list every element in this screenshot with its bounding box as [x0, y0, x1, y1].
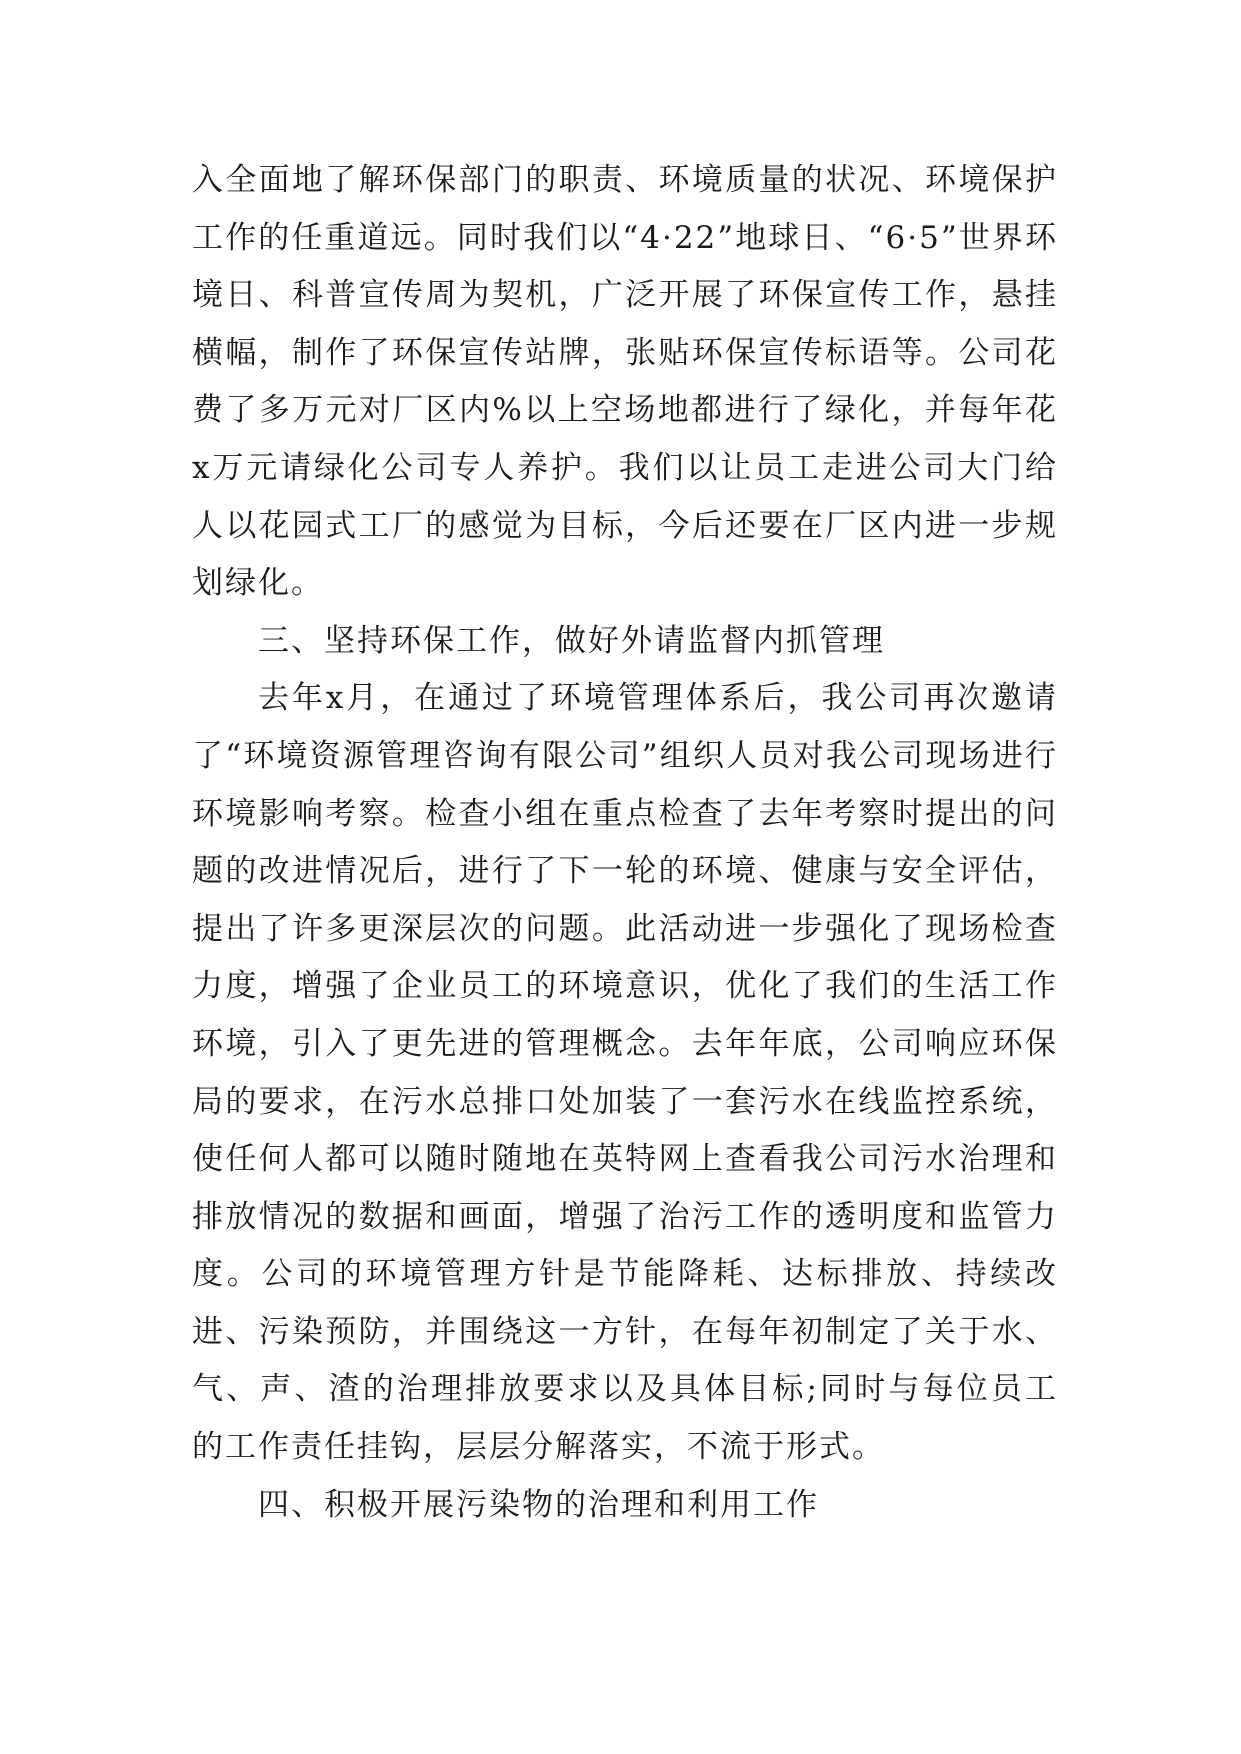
paragraph-continuation: 入全面地了解环保部门的职责、环境质量的状况、环境保护工作的任重道远。同时我们以“4·22”地球日、“6·5”世界环境日、科普宣传周为契机，广泛开展了环保宣传工作，悬挂横幅，制作了环保宣传站牌，张贴环保宣传标语等。公司花费了多万元对厂区内%以上空场地都进行了绿化，并每年花x万元请绿化公司专人养护。我们以让员工走进公司大门给人以花园式工厂的感觉为目标，今后还要在厂区内进一步规划绿化。 [192, 162, 1058, 602]
section-heading-4: 四、积极开展污染物的治理和利用工作 [258, 1486, 819, 1523]
document-body [192, 152, 1058, 1534]
paragraph-section-3-body: 去年x月，在通过了环境管理体系后，我公司再次邀请了“环境资源管理咨询有限公司”组织人员对我公司现场进行环境影响考察。检查小组在重点检查了去年考察时提出的问题的改进情况后，进行了下一轮的环境、健康与安全评估，提出了许多更深层次的问题。此活动进一步强化了现场检查力度，增强了企业员工的环境意识，优化了我们的生活工作环境，引入了更先进的管理概念。去年年底，公司响应环保局的要求，在污水总排口处加装了一套污水在线监控系统，使任何人都可以随时随地在英特网上查看我公司污水治理和排放情况的数据和画面，增强了治污工作的透明度和监管力度。公司的环境管理方针是节能降耗、达标排放、持续改进、污染预防，并围绕这一方针，在每年初制定了关于水、气、声、渣的治理排放要求以及具体目标;同时与每位员工的工作责任挂钩，层层分解落实，不流于形式。 [192, 680, 1058, 1466]
section-heading-3: 三、坚持环保工作，做好外请监督内抓管理 [258, 622, 885, 659]
